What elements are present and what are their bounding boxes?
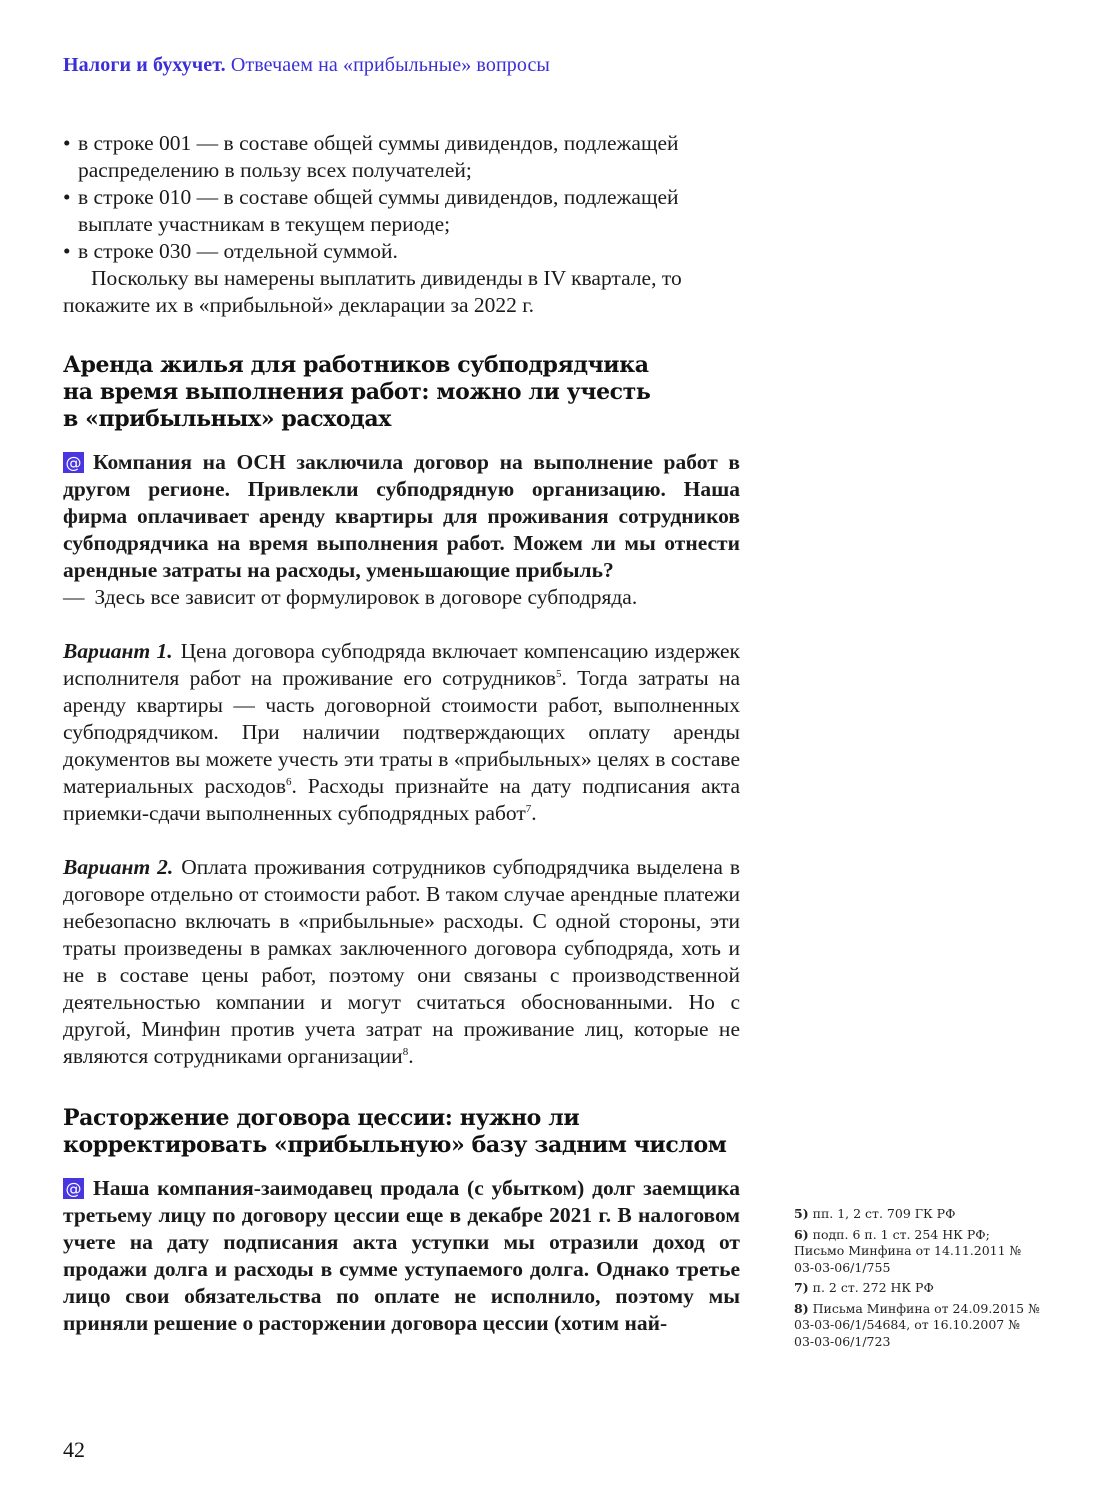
variant-text: . Тогда затраты на аренду квартиры — часть договорной стоимости работ, выполненных субподрядчиком. При наличии подтверждающих оплату аренды документов вы можете учесть эти траты в «прибыльных» целях в составе материальных расходов [63, 666, 740, 798]
bullet-icon: • [63, 185, 71, 209]
list-item [63, 130, 740, 184]
list-item-text: в строке 001 — в составе общей суммы дивидендов, подлежащей распределению в пользу всех получателей; [78, 131, 679, 182]
reader-question [63, 449, 740, 584]
running-head-section: Налоги и бухучет. [63, 54, 226, 76]
variant-label: Вариант 1. [63, 639, 173, 663]
list-item [63, 238, 740, 265]
list-item-text: в строке 010 — в составе общей суммы дивидендов, подлежащей выплате участникам в текущем периоде; [78, 185, 679, 236]
variant-2 [63, 854, 740, 1070]
heading-line: Расторжение договора цессии: нужно ли [63, 1105, 580, 1131]
footnote-ref[interactable]: 7 [525, 803, 532, 815]
footnote-text: п. 2 ст. 272 НК РФ [812, 1280, 934, 1295]
variant-1 [63, 638, 740, 827]
running-head-title: Отвечаем на «прибыльные» вопросы [230, 54, 550, 76]
footnote-text: подп. 6 п. 1 ст. 254 НК РФ; Письмо Минфина от 14.11.2011 № 03-03-06/1/755 [794, 1226, 1022, 1275]
variant-text: Цена договора субподряда включает компенсацию издержек исполнителя работ на проживание его сотрудников [63, 639, 740, 690]
variant-text: . Расходы признайте на дату подписания акта приемки-сдачи выполненных субподрядных работ [63, 774, 741, 825]
main-column [63, 130, 740, 1337]
variant-label: Вариант 2. [63, 855, 174, 879]
answer-dash: — [63, 585, 85, 609]
footnote-number: 5) [794, 1206, 809, 1221]
section-heading-cession [63, 1105, 740, 1159]
answer-text: Здесь все зависит от формулировок в договоре субподряда. [94, 585, 638, 609]
reader-question [63, 1175, 740, 1337]
footnote-text: пп. 1, 2 ст. 709 ГК РФ [812, 1206, 956, 1221]
footnote [794, 1280, 1044, 1297]
footnote-ref[interactable]: 5 [556, 668, 562, 680]
variant-text: . [408, 1044, 414, 1068]
at-sign-icon: @ [63, 452, 84, 473]
footnote-text: Письма Минфина от 24.09.2015 № 03-03-06/1/54684, от 16.10.2007 № 03-03-06/1/723 [794, 1300, 1040, 1349]
footnote-number: 7) [794, 1280, 809, 1295]
list-item-text: в строке 030 — отдельной суммой. [78, 239, 398, 263]
footnote [794, 1206, 1044, 1223]
bullet-icon: • [63, 131, 71, 155]
footnote [794, 1227, 1044, 1277]
footnote-number: 6) [794, 1226, 809, 1242]
section-heading-rent [63, 352, 740, 433]
footnote-ref[interactable]: 6 [286, 776, 292, 788]
footnotes-sidebar [794, 1206, 1044, 1354]
footnote [794, 1301, 1044, 1351]
heading-line: в «прибыльных» расходах [63, 406, 392, 432]
heading-line: корректировать «прибыльную» базу задним числом [63, 1132, 727, 1158]
running-head [63, 54, 550, 77]
variant-text: . [531, 801, 537, 825]
variant-text: Оплата проживания сотрудников субподрядчика выделена в договоре отдельно от стоимости работ. В таком случае арендные платежи небезопасно включать в «прибыльные» расходы. С одной стороны, эти траты произведены в рамках заключенного договора субподряда, хоть и не в составе цены работ, поэтому они связаны с производственной деятельностью компании и могут считаться обоснованными. Но с другой, Минфин против учета затрат на проживание лиц, которые не являются сотрудниками организации [63, 855, 740, 1068]
question-text: Наша компания-заимодавец продала (с убытком) долг заемщика третьему лицу по договору цессии еще в декабре 2021 г. В налоговом учете на дату подписания акта уступки мы отразили доход от продажи долга и расходы в сумме уступаемого долга. Однако третье лицо свои обязательства по оплате не исполнило, поэтому мы приняли решение о расторжении договора цессии (хотим най- [63, 1176, 740, 1335]
answer-intro [63, 584, 740, 611]
intro-paragraph: Поскольку вы намерены выплатить дивиденды в IV квартале, то покажите их в «прибыльной» декларации за 2022 г. [63, 266, 682, 317]
at-sign-icon: @ [63, 1178, 84, 1199]
page-number: 42 [63, 1437, 85, 1462]
question-text: Компания на ОСН заключила договор на выполнение работ в другом регионе. Привлекли субподрядную организацию. Наша фирма оплачивает аренду квартиры для проживания сотрудников субподрядчика на время выполнения работ. Можем ли мы отнести арендные затраты на расходы, уменьшающие прибыль? [63, 450, 740, 582]
footnote-number: 8) [794, 1300, 809, 1316]
footnote-ref[interactable]: 8 [402, 1046, 409, 1058]
heading-line: Аренда жилья для работников субподрядчика [63, 352, 649, 378]
heading-line: на время выполнения работ: можно ли учесть [63, 379, 651, 405]
list-item [63, 184, 740, 238]
bullet-icon: • [63, 239, 71, 263]
